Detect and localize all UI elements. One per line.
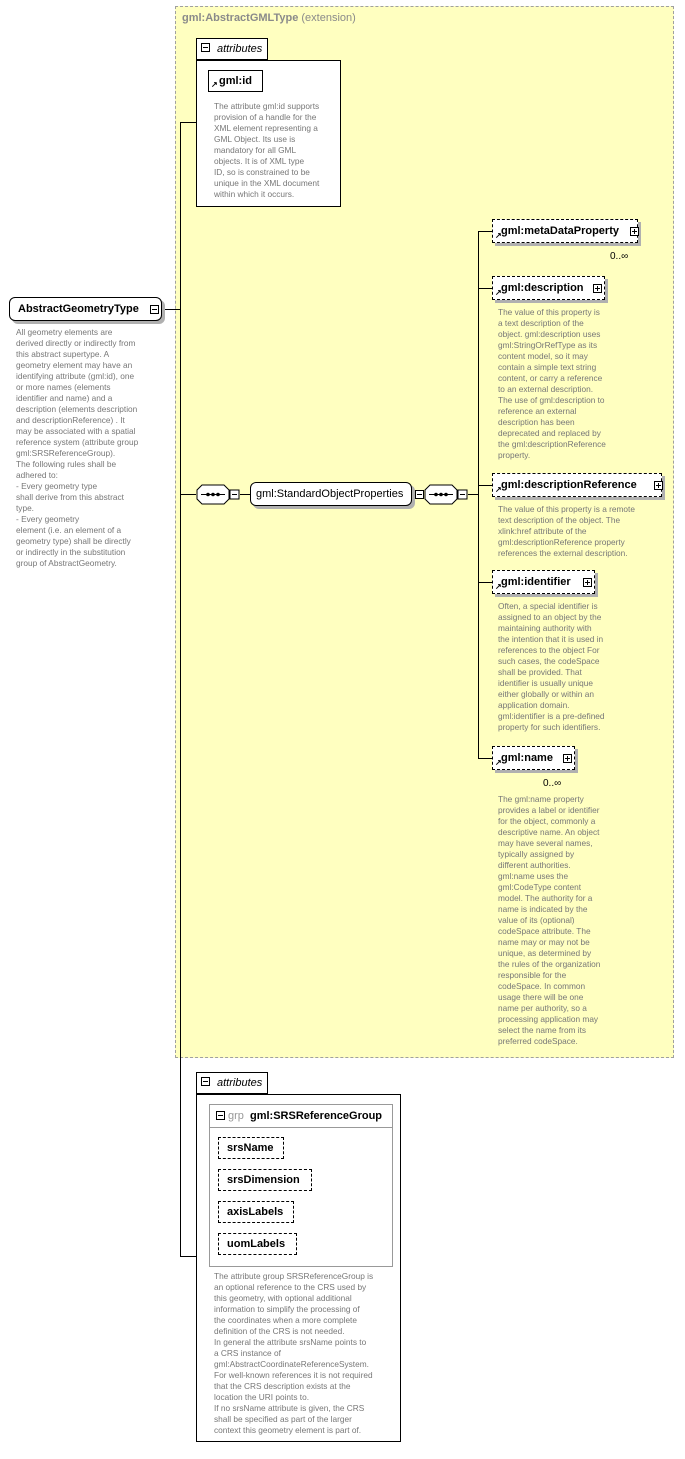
attributes-tab-label: attributes bbox=[217, 43, 263, 55]
reference-arrow-icon: ↗ bbox=[495, 758, 502, 767]
collapse-icon[interactable] bbox=[201, 43, 210, 52]
branch-description bbox=[478, 288, 492, 289]
attributes-tab-bottom[interactable] bbox=[196, 1072, 268, 1094]
element-label: gml:description bbox=[501, 282, 584, 294]
attributes-tab-label: attributes bbox=[217, 1077, 263, 1089]
element-identifier-text: Often, a special identifier is assigned to an object by the maintaining authority with the intention that it is used in references to the object For such cases, the codeSpace shall be provided. That identifier is usually unique either globally or within an application domain. gml:identifier is a pre-defined property for such identifiers. bbox=[498, 601, 605, 732]
sequence-compositor-icon-2[interactable] bbox=[424, 484, 470, 506]
attribute-gml-id-description: The attribute gml:id supports provision of a handle for the XML element representing a GML Object. Its use is mandatory for all GML objects. It is of XML type ID, so is constrained to be unique in the XML document within which it occurs. bbox=[214, 101, 320, 199]
element-meta-data-property[interactable] bbox=[492, 219, 638, 243]
group-standard-object-properties[interactable] bbox=[250, 482, 412, 506]
connector-root bbox=[162, 309, 180, 310]
cardinality-meta-data-property: 0..∞ bbox=[610, 251, 629, 262]
element-description[interactable] bbox=[492, 276, 605, 300]
attribute-srs-name[interactable] bbox=[218, 1137, 284, 1159]
connector-trunk bbox=[180, 122, 181, 1256]
reference-arrow-icon: ↗ bbox=[211, 80, 218, 89]
root-description: All geometry elements are derived directly or indirectly from this abstract supertype. A geometry element may have an identifying attribute (gml:id), one or more names (elements identifier and name) and a description (elements description and descriptionReference) . It may be associated with a spatial reference system (attribute group gml:SRSReferenceGroup). The following rules shall be adhered to: - Every geometry type shall derive from this abstract type. - Every geometry element (i.e. an element of a geometry type) shall be directly or indirectly in the substitution group of AbstractGeometry. bbox=[16, 327, 139, 568]
branch-identifier bbox=[478, 582, 492, 583]
attribute-gml-id[interactable] bbox=[208, 70, 263, 92]
attribute-group-description: The attribute group SRSReferenceGroup is an optional reference to the CRS used by this geometry, with optional additional information to simplify the processing of the coordinates when a more complete definition of the CRS is not needed. In general the attribute srsName points to a CRS instance of gml:AbstractCoordinateReferenceSystem. For well-known references it is not required that the CRS description exists at the location the URI points to. If no srsName attribute is given, the CRS shall be specified as part of the larger context this geometry element is part of. bbox=[214, 1271, 374, 1435]
attribute-label: uomLabels bbox=[227, 1238, 286, 1250]
attribute-label: axisLabels bbox=[227, 1206, 284, 1218]
element-name-text: The gml:name property provides a label or identifier for the object, commonly a descriptive name. An object may have several names, typically assigned by different authorities. gml:name uses the gml:CodeType content model. The authority for a name is indicated by the value of its (optional) codeSpace attribute. The name may or may not be unique, as determined by the rules of the organization responsible for the codeSpace. In common usage there will be one name per authority, so a processing application may select the name from its preferred codeSpace. bbox=[498, 794, 601, 1046]
element-label: gml:identifier bbox=[501, 576, 571, 588]
reference-arrow-icon: ↗ bbox=[495, 485, 502, 494]
expand-icon[interactable] bbox=[654, 481, 663, 490]
element-label: gml:metaDataProperty bbox=[501, 225, 619, 237]
attributes-tab-top[interactable] bbox=[196, 38, 268, 60]
root-element-label: AbstractGeometryType bbox=[18, 303, 139, 315]
attribute-label: srsDimension bbox=[227, 1174, 300, 1186]
sequence-compositor-icon[interactable] bbox=[196, 484, 242, 506]
element-name[interactable] bbox=[492, 746, 575, 770]
element-label: gml:name bbox=[501, 752, 553, 764]
root-element-abstract-geometry-type[interactable] bbox=[9, 297, 162, 321]
expand-icon[interactable] bbox=[563, 754, 572, 763]
element-identifier[interactable] bbox=[492, 570, 595, 594]
collapse-icon[interactable] bbox=[415, 490, 424, 499]
group-name: gml:SRSReferenceGroup bbox=[250, 1110, 383, 1122]
attribute-group-header[interactable] bbox=[210, 1105, 392, 1128]
collapse-icon[interactable] bbox=[201, 1077, 210, 1086]
attribute-uom-labels[interactable] bbox=[218, 1233, 297, 1255]
reference-arrow-icon: ↗ bbox=[495, 582, 502, 591]
expand-icon[interactable] bbox=[583, 578, 592, 587]
collapse-icon[interactable] bbox=[216, 1111, 225, 1120]
branch-name bbox=[478, 758, 492, 759]
attribute-axis-labels[interactable] bbox=[218, 1201, 294, 1223]
connector-sequence bbox=[180, 494, 196, 495]
reference-arrow-icon: ↗ bbox=[495, 231, 502, 240]
connector-attrs-top bbox=[180, 122, 196, 123]
element-label: gml:descriptionReference bbox=[501, 479, 637, 491]
element-description-text: The value of this property is a text description of the object. gml:description uses gml:StringOrRefType as its content model, so it may contain a simple text string content, or carry a reference to an external description. The use of gml:description to reference an external description has been deprecated and replaced by the gml:descriptionReference property. bbox=[498, 307, 606, 460]
attribute-gml-id-label: gml:id bbox=[219, 75, 252, 87]
collapse-icon[interactable] bbox=[150, 305, 159, 314]
element-description-reference[interactable] bbox=[492, 473, 662, 497]
branch-metadata bbox=[478, 231, 492, 232]
attribute-label: srsName bbox=[227, 1142, 274, 1154]
cardinality-name: 0..∞ bbox=[543, 778, 562, 789]
group-prefix: grp bbox=[228, 1110, 244, 1122]
group-label: gml:StandardObjectProperties bbox=[256, 488, 404, 500]
expand-icon[interactable] bbox=[630, 227, 639, 236]
element-description-reference-text: The value of this property is a remote text description of the object. The xlink:href attribute of the gml:descriptionReference property references the external description. bbox=[498, 504, 635, 558]
connector-branch bbox=[478, 231, 479, 758]
extension-title: gml:AbstractGMLType (extension) bbox=[182, 12, 356, 24]
expand-icon[interactable] bbox=[593, 284, 602, 293]
attribute-srs-dimension[interactable] bbox=[218, 1169, 312, 1191]
branch-description-reference bbox=[478, 485, 492, 486]
reference-arrow-icon: ↗ bbox=[495, 288, 502, 297]
connector-attrs-bottom bbox=[180, 1256, 196, 1257]
